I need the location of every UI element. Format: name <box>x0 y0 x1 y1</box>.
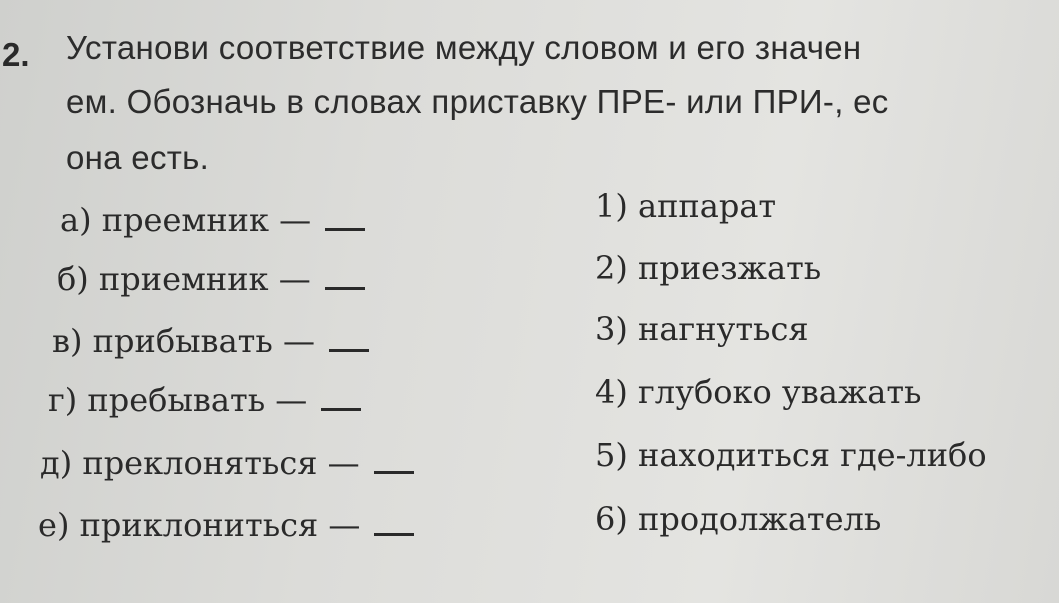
word-text: г) пребывать — <box>48 381 308 419</box>
answer-blank[interactable] <box>321 380 361 411</box>
answer-blank[interactable] <box>374 443 414 474</box>
word-item <box>48 380 361 419</box>
meaning-item: 3) нагнуться <box>595 310 809 348</box>
meaning-item: 1) аппарат <box>595 187 777 225</box>
word-item <box>60 200 365 239</box>
word-text: д) преклоняться — <box>40 444 360 482</box>
word-text: б) приемник — <box>57 260 311 298</box>
meaning-item: 5) находиться где-либо <box>595 436 987 474</box>
task-number: 2. <box>2 36 30 73</box>
answer-blank[interactable] <box>325 259 365 290</box>
meaning-item: 4) глубоко уважать <box>595 373 922 411</box>
word-item <box>38 505 414 544</box>
word-item <box>40 443 414 482</box>
answer-blank[interactable] <box>374 505 414 536</box>
word-text: в) прибывать — <box>52 322 315 360</box>
word-item <box>52 321 369 360</box>
answer-blank[interactable] <box>329 321 369 352</box>
word-item <box>57 259 365 298</box>
meaning-item: 6) продолжатель <box>595 500 882 538</box>
word-text: е) приклониться — <box>38 506 361 544</box>
task-instruction-line-2: ем. Обозначь в словах приставку ПРЕ- или ПРИ-, ес <box>66 83 889 120</box>
task-instruction-line-3: она есть. <box>66 139 210 176</box>
meaning-item: 2) приезжать <box>595 249 822 287</box>
task-instruction-line-1: Установи соответствие между словом и его значен <box>66 29 862 66</box>
answer-blank[interactable] <box>325 200 365 231</box>
word-text: а) преемник — <box>60 201 312 239</box>
